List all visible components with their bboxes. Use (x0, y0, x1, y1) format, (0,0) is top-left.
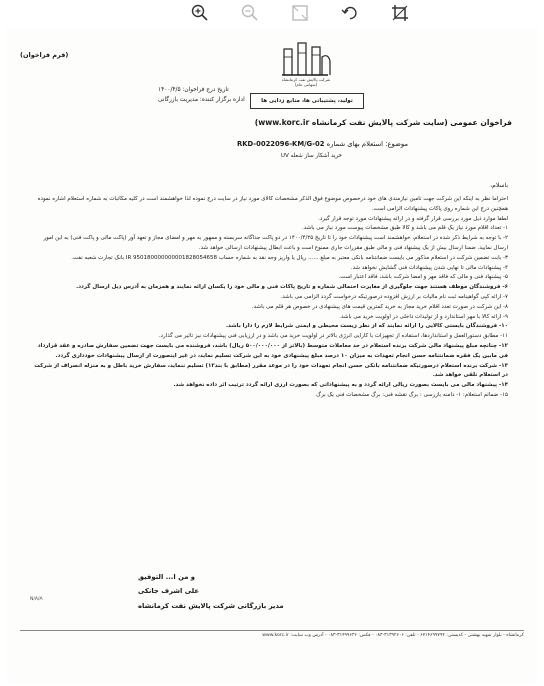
list-item: ۹- ارائه کالا با مهر استاندارد و از تولیدات داخلی در اولویت خرید می باشد. (339, 313, 508, 320)
list-item: ۱۰- فروشندگان بایستی کالایی را ارائه نمایند که از نظر زیست محیطی و ایمنی شرایط لازم را دارا باشد. (225, 323, 508, 330)
subject-code: RKD-0022096-KM/G-02 (237, 140, 325, 148)
subtitle: خرید آشکار ساز شعله UV (280, 153, 342, 159)
list-item: ۵- پیشنهاد فنی و مالی که فاقد مهر و امضا شرکت باشد، فاقد اعتبار است. (338, 274, 508, 281)
organizer: اداره برگزار کننده: مدیریت بازرگانی (158, 97, 245, 103)
signature-name: علی اشرف جانکی (138, 587, 199, 595)
list-item: ۱۳- شرکت برنده استعلام درصورتیکه ضمانتنامه بانکی حسن انجام تعهدات خود را در موعد مقرر (مطابق با بند۱۲) تسلیم ننماید، سفارش خرید باطل و به منزله انصراف از شرکت در استعلام تلقی خواهد شد. (34, 362, 508, 379)
list-item: ۱۴- پیشنهاد مالی می بایست بصورت ریالی ارائه گردد و به پیشنهاداتی که بصورت ارزی ارائه گردد ترتیب اثر داده نخواهد شد. (173, 382, 508, 389)
rotate-icon[interactable] (340, 3, 360, 23)
footer-address: کرمانشاه - بلوار شهید بهشتی - کدپستی: ۶۷۱۴۶۹۹۷۹۴ - تلفن: ۳۱۳۹۲۶۰۶-۰۸۳ - فکس: ۳۱۴۹۹۶۳۶-۰۸۳ - آدرس وب سایت: www.korc.ir (262, 633, 524, 638)
document-heading: فراخوان عمومی (سایت شرکت پالایش نفت کرمانشاه www.korc.ir) (254, 118, 512, 127)
logo-caption: شرکت پالایش نفت کرمانشاه (سهامی عام) (281, 77, 331, 87)
intro-paragraph-2: لطفا موارد ذیل مورد بررسی قرار گرفته و در ارائه پیشنهادات مورد توجه قرار گیرد. (318, 215, 508, 222)
signature-closing: و من ا... التوفیق (138, 573, 195, 581)
fullscreen-icon[interactable] (290, 3, 310, 23)
list-item: ۸- این شرکت در صورت تعدد اقلام خرید مجاز به خرید کمترین قیمت های پیشنهادی در خصوص هر قلم می باشد. (251, 303, 508, 310)
salutation: باسلام، (490, 182, 508, 189)
list-item: ۷- ارائه کپی گواهینامه ثبت نام مالیات بر ارزش افزوده درصورتیکه درخواست گردد الزامی می باشد. (280, 293, 508, 300)
company-logo (278, 37, 334, 89)
form-tag: (فرم فراخوان) (20, 51, 69, 59)
list-item: ۱- تعداد اقلام مورد نیاز یک قلم می باشد و کالا طبق مشخصات پیوست مورد نیاز می باشد. (302, 225, 508, 232)
list-item: ۳- بابت تضمین شرکت در استعلام مذکور می بایست ضمانتنامه بانکی معتبر به مبلغ ...... ریال یا واریز وجه نقد به شماره حساب IR 950180000000001828054658 بانک تجارت شعبه نفت. (71, 254, 508, 261)
product-box: تولید، پشتیبانی ها، منابع زدایی ها (250, 93, 364, 109)
reference-code: N/A/A (30, 597, 43, 602)
list-item: ۱۱- مطابق دستورالعمل و استانداردها، استفاده از تجهیزات با کارایی انرژی بالاتر در اولویت خرید می باشد و در ارزیابی فنی پیشنهادات نیز تاثیر می گذارد. (158, 333, 508, 340)
document-page (6, 27, 538, 683)
list-item: ۱۲- چنانچه مبلغ پیشنهاد مالی شرکت برنده استعلام در حد معاملات متوسط (بالاتر از ۵۰۰/۰۰۰/۰۰۰ ریال) باشد، فروشنده می بایست جهت تضمین سفارش صادره و عقد قرارداد فی مابین یک فقره ضمانتنامه حسن انجام تعهدات به میزان ۱۰ درصد مبلغ پیشنهادی خود به این شرکت تسلیم نماید، در غیر اینصورت از ارسال پیشنهادات خودداری گردد. (37, 342, 508, 359)
signature-title: مدیر بازرگانی شرکت پالایش نفت کرمانشاه (138, 602, 284, 610)
issue-date: تاریخ درج فراخوان: ۱۴۰۰/۴/۵ (158, 87, 229, 93)
refinery-icon (278, 37, 334, 77)
list-item: ۱۵- ضمائم استعلام: ۱- دامنه بازرسی : برگ تقشه فنی: برگ مشخصات فنی یک برگ (316, 391, 508, 398)
viewer-toolbar (0, 0, 544, 26)
list-item: ۲- با توجه به شرایط ذکر شده در استعلام، خواهشمند است پیشنهادات خود را تا تاریخ ۱۴۰۰/۴/۲۵ در دو پاکت جداگانه سربسته و ممهور به مهر و امضای مجاز و تعهد آور (پاکت مالی و پاکت فنی) به این امور ارسال نمایید. ضمنا ارسال بیش از یک پیشنهاد فنی و مالی طبق مقررات جاری ممنوع است و باعث ابطال پیشنهادات ارسالی خواهد شد. (43, 235, 508, 251)
document-body (30, 195, 508, 401)
footer-divider (20, 630, 524, 631)
crop-icon[interactable] (390, 3, 410, 23)
list-item: ۴- پیشنهادات مالی تا نهایی شدن پیشنهادات فنی گشایش نخواهد شد. (350, 264, 508, 271)
subject-line (237, 140, 408, 148)
zoom-in-icon[interactable] (190, 3, 210, 23)
subject-label: موضوع: استعلام بهای شماره (326, 140, 408, 148)
zoom-out-icon[interactable] (240, 3, 260, 23)
items-list (30, 224, 508, 400)
intro-paragraph: احتراما نظر به اینکه این شرکت جهت تامین نیازمندی های خود درخصوص موضوع فوق الذکر مشخصات کالای مورد نیاز در سایت درج نموده لذا خواهشمند است در کلیه مکاتبات به شماره استعلام اشاره نموده همچنین درج این شماره روی پاکات پیشنهادات الزامی است. (37, 196, 508, 212)
list-item: ۶- فروشندگان موظف هستند جهت جلوگیری از مغایرت احتمالی شماره و تاریخ پاکات فنی و مالی خود را یکسان ارائه نمایند و همزمان به آدرس ذیل ارسال گردد. (76, 284, 508, 291)
